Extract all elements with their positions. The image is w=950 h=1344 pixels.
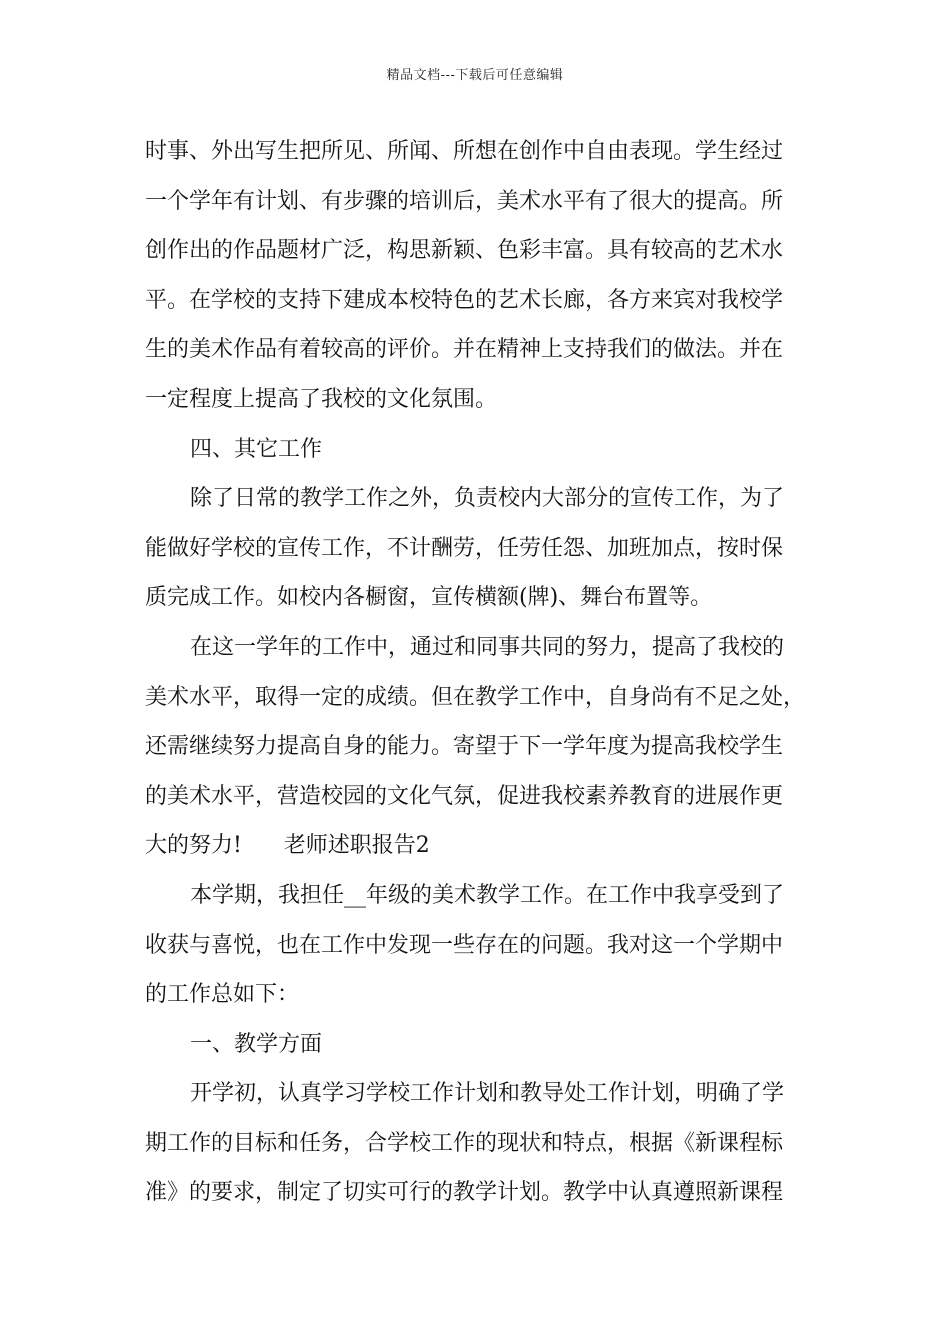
text-line: 本学期，我担任__年级的美术教学工作。在工作中我享受到了 [190,882,785,908]
text-line: 一个学年有计划、有步骤的培训后，美术水平有了很大的提高。所 [145,188,784,214]
text-line: 期工作的目标和任务，合学校工作的现状和特点，根据《新课程标 [145,1130,784,1156]
text-line: 能做好学校的宣传工作，不计酬劳，任劳任怨、加班加点，按时保 [145,535,784,561]
page-header: 精品文档---下载后可任意编辑 [386,68,564,83]
text-line: 收获与喜悦，也在工作中发现一些存在的问题。我对这一个学期中 [145,932,784,958]
text-line: 平。在学校的支持下建成本校特色的艺术长廊，各方来宾对我校学 [145,287,784,313]
text-line: 质完成工作。如校内各橱窗，宣传横额(牌)、舞台布置等。 [145,585,713,611]
text-line: 的美术水平，营造校园的文化气氛，促进我校素养教育的进展作更 [145,783,784,809]
text-line: 开学初，认真学习学校工作计划和教导处工作计划，明确了学 [190,1081,785,1107]
text-line: 还需继续努力提高自身的能力。寄望于下一学年度为提高我校学生 [145,734,784,760]
document-body [145,127,825,1218]
text-line: 准》的要求，制定了切实可行的教学计划。教学中认真遵照新课程 [145,1180,784,1206]
text-line: 生的美术作品有着较高的评价。并在精神上支持我们的做法。并在 [145,337,784,363]
section-heading: 一、教学方面 [190,1031,323,1057]
section-heading: 四、其它工作 [190,436,323,462]
text-line: 创作出的作品题材广泛，构思新颖、色彩丰富。具有较高的艺术水 [145,238,784,264]
text-line: 时事、外出写生把所见、所闻、所想在创作中自由表现。学生经过 [145,139,784,164]
text-line: 除了日常的教学工作之外，负责校内大部分的宣传工作，为了 [190,486,785,512]
text-line: 在这一学年的工作中，通过和同事共同的努力，提高了我校的 [190,634,785,660]
text-line: 大的努力! 老师述职报告2 [145,833,430,859]
text-line: 的工作总如下： [145,982,300,1008]
text-line: 一定程度上提高了我校的文化氛围。 [145,386,498,412]
text-line: 美术水平，取得一定的成绩。但在教学工作中，自身尚有不足之处， [145,684,806,710]
